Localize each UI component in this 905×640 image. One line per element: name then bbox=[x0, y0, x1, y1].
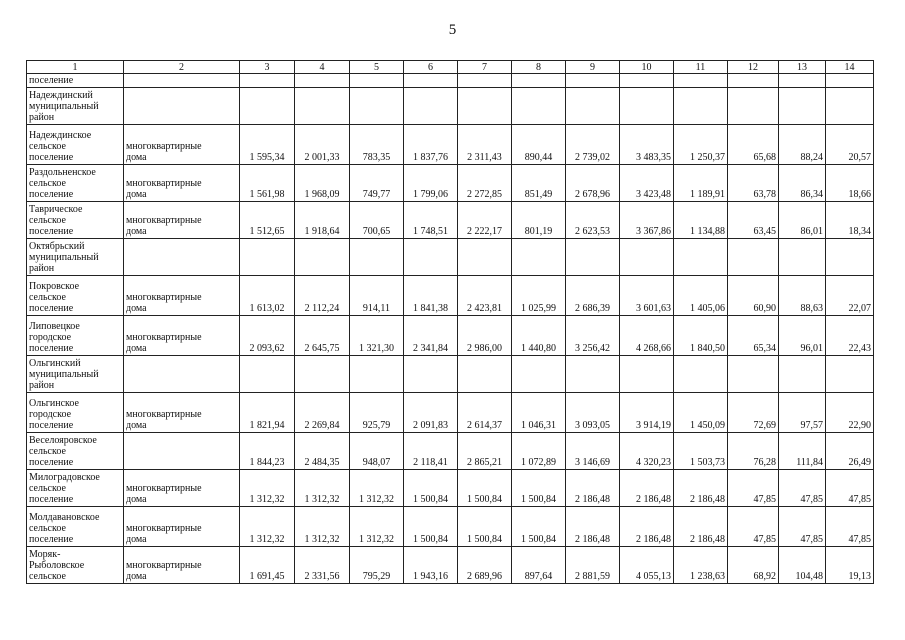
settlement-name-line: сельское bbox=[29, 571, 66, 582]
settlement-name-line: Ольгинское bbox=[29, 398, 79, 409]
value-cell: 795,29 bbox=[350, 547, 404, 584]
value-cell: 1 321,30 bbox=[350, 316, 404, 356]
table-row bbox=[27, 507, 874, 547]
settlement-name-cell bbox=[27, 125, 124, 165]
settlement-name-cell bbox=[27, 393, 124, 433]
value-cell: 47,85 bbox=[728, 470, 779, 507]
value-cell bbox=[295, 74, 350, 88]
settlement-name-line: сельское bbox=[29, 141, 66, 152]
value-cell: 2 186,48 bbox=[674, 507, 728, 547]
value-cell: 63,45 bbox=[728, 202, 779, 239]
table-row bbox=[27, 202, 874, 239]
value-cell: 2 623,53 bbox=[566, 202, 620, 239]
column-header: 4 bbox=[295, 61, 350, 74]
column-header: 10 bbox=[620, 61, 674, 74]
value-cell: 2 645,75 bbox=[295, 316, 350, 356]
value-cell: 2 186,48 bbox=[620, 507, 674, 547]
settlement-name-line: Надеждинский bbox=[29, 90, 93, 101]
value-cell: 72,69 bbox=[728, 393, 779, 433]
value-cell: 22,07 bbox=[826, 276, 874, 316]
housing-type-line: многоквартирные bbox=[126, 483, 202, 494]
value-cell bbox=[512, 88, 566, 125]
value-cell: 2 186,48 bbox=[566, 470, 620, 507]
value-cell bbox=[566, 239, 620, 276]
value-cell bbox=[566, 356, 620, 393]
housing-type-line: дома bbox=[126, 343, 147, 354]
value-cell: 1 046,31 bbox=[512, 393, 566, 433]
housing-type-line: дома bbox=[126, 152, 147, 163]
value-cell: 3 146,69 bbox=[566, 433, 620, 470]
table-row bbox=[27, 316, 874, 356]
value-cell: 60,90 bbox=[728, 276, 779, 316]
value-cell: 783,35 bbox=[350, 125, 404, 165]
value-cell: 47,85 bbox=[779, 470, 826, 507]
value-cell: 47,85 bbox=[826, 507, 874, 547]
value-cell: 2 311,43 bbox=[458, 125, 512, 165]
table-row bbox=[27, 356, 874, 393]
value-cell: 1 405,06 bbox=[674, 276, 728, 316]
settlement-name-line: поселение bbox=[29, 420, 74, 431]
settlement-name-line: городское bbox=[29, 409, 72, 420]
value-cell bbox=[674, 88, 728, 125]
table-row bbox=[27, 125, 874, 165]
value-cell bbox=[295, 88, 350, 125]
value-cell: 1 561,98 bbox=[240, 165, 295, 202]
page-number: 5 bbox=[448, 22, 457, 38]
value-cell bbox=[512, 239, 566, 276]
housing-type-cell bbox=[124, 202, 240, 239]
value-cell bbox=[674, 74, 728, 88]
settlement-name-line: Веселояровское bbox=[29, 435, 97, 446]
value-cell bbox=[350, 74, 404, 88]
settlement-name-line: сельское bbox=[29, 523, 66, 534]
value-cell: 1 613,02 bbox=[240, 276, 295, 316]
value-cell bbox=[458, 356, 512, 393]
table-row bbox=[27, 393, 874, 433]
housing-type-cell bbox=[124, 507, 240, 547]
value-cell: 88,24 bbox=[779, 125, 826, 165]
value-cell bbox=[728, 88, 779, 125]
value-cell: 2 222,17 bbox=[458, 202, 512, 239]
settlement-name-line: поселение bbox=[29, 303, 74, 314]
column-header: 1 bbox=[27, 61, 124, 74]
value-cell: 1 943,16 bbox=[404, 547, 458, 584]
value-cell: 4 320,23 bbox=[620, 433, 674, 470]
value-cell: 2 686,39 bbox=[566, 276, 620, 316]
table-row bbox=[27, 470, 874, 507]
value-cell: 1 500,84 bbox=[404, 470, 458, 507]
housing-type-cell bbox=[124, 88, 240, 125]
housing-type-line: многоквартирные bbox=[126, 292, 202, 303]
value-cell bbox=[350, 356, 404, 393]
settlement-name-line: поселение bbox=[29, 152, 74, 163]
housing-type-line: дома bbox=[126, 571, 147, 582]
value-cell: 76,28 bbox=[728, 433, 779, 470]
table-row bbox=[27, 74, 874, 88]
value-cell: 1 189,91 bbox=[674, 165, 728, 202]
value-cell: 19,13 bbox=[826, 547, 874, 584]
value-cell bbox=[674, 356, 728, 393]
value-cell: 68,92 bbox=[728, 547, 779, 584]
value-cell: 86,01 bbox=[779, 202, 826, 239]
value-cell: 2 341,84 bbox=[404, 316, 458, 356]
table-header-row bbox=[27, 61, 874, 74]
housing-type-cell bbox=[124, 165, 240, 202]
column-header: 11 bbox=[674, 61, 728, 74]
tariff-table bbox=[26, 60, 874, 584]
value-cell: 1 840,50 bbox=[674, 316, 728, 356]
settlement-name-cell bbox=[27, 276, 124, 316]
value-cell: 1 312,32 bbox=[240, 507, 295, 547]
housing-type-line: дома bbox=[126, 303, 147, 314]
value-cell bbox=[240, 88, 295, 125]
housing-type-line: многоквартирные bbox=[126, 178, 202, 189]
value-cell: 1 841,38 bbox=[404, 276, 458, 316]
value-cell bbox=[350, 239, 404, 276]
value-cell: 1 503,73 bbox=[674, 433, 728, 470]
settlement-name-cell bbox=[27, 88, 124, 125]
settlement-name-line: сельское bbox=[29, 292, 66, 303]
settlement-name-line: муниципальный bbox=[29, 369, 99, 380]
value-cell: 1 844,23 bbox=[240, 433, 295, 470]
value-cell: 88,63 bbox=[779, 276, 826, 316]
settlement-name-line: поселение bbox=[29, 226, 74, 237]
value-cell: 1 500,84 bbox=[458, 470, 512, 507]
value-cell bbox=[728, 239, 779, 276]
settlement-name-cell bbox=[27, 202, 124, 239]
value-cell bbox=[350, 88, 404, 125]
value-cell bbox=[404, 356, 458, 393]
value-cell: 2 112,24 bbox=[295, 276, 350, 316]
value-cell bbox=[826, 356, 874, 393]
value-cell bbox=[779, 88, 826, 125]
column-header: 2 bbox=[124, 61, 240, 74]
value-cell: 801,19 bbox=[512, 202, 566, 239]
value-cell: 3 256,42 bbox=[566, 316, 620, 356]
settlement-name-line: Таврическое bbox=[29, 204, 83, 215]
value-cell bbox=[404, 239, 458, 276]
settlement-name-line: Покровское bbox=[29, 281, 80, 292]
value-cell: 111,84 bbox=[779, 433, 826, 470]
value-cell: 20,57 bbox=[826, 125, 874, 165]
value-cell: 2 186,48 bbox=[674, 470, 728, 507]
settlement-name-line: Рыболовское bbox=[29, 560, 85, 571]
value-cell: 3 601,63 bbox=[620, 276, 674, 316]
housing-type-line: многоквартирные bbox=[126, 332, 202, 343]
value-cell: 2 118,41 bbox=[404, 433, 458, 470]
value-cell: 1 500,84 bbox=[512, 507, 566, 547]
settlement-name-cell bbox=[27, 470, 124, 507]
value-cell: 1 512,65 bbox=[240, 202, 295, 239]
settlement-name-line: сельское bbox=[29, 215, 66, 226]
value-cell: 897,64 bbox=[512, 547, 566, 584]
value-cell: 2 001,33 bbox=[295, 125, 350, 165]
value-cell: 1 072,89 bbox=[512, 433, 566, 470]
housing-type-line: многоквартирные bbox=[126, 141, 202, 152]
value-cell: 63,78 bbox=[728, 165, 779, 202]
housing-type-line: дома bbox=[126, 494, 147, 505]
value-cell: 18,34 bbox=[826, 202, 874, 239]
value-cell: 1 025,99 bbox=[512, 276, 566, 316]
housing-type-line: дома bbox=[126, 226, 147, 237]
settlement-name-line: Раздольненское bbox=[29, 167, 96, 178]
table-row bbox=[27, 88, 874, 125]
value-cell bbox=[779, 239, 826, 276]
housing-type-line: многоквартирные bbox=[126, 523, 202, 534]
value-cell: 1 500,84 bbox=[404, 507, 458, 547]
value-cell: 1 450,09 bbox=[674, 393, 728, 433]
value-cell bbox=[566, 74, 620, 88]
housing-type-line: многоквартирные bbox=[126, 215, 202, 226]
housing-type-cell bbox=[124, 276, 240, 316]
value-cell bbox=[779, 356, 826, 393]
value-cell: 3 423,48 bbox=[620, 165, 674, 202]
value-cell bbox=[295, 356, 350, 393]
value-cell: 2 614,37 bbox=[458, 393, 512, 433]
column-header: 13 bbox=[779, 61, 826, 74]
settlement-name-line: сельское bbox=[29, 483, 66, 494]
housing-type-cell bbox=[124, 547, 240, 584]
table-row bbox=[27, 165, 874, 202]
value-cell bbox=[566, 88, 620, 125]
value-cell: 851,49 bbox=[512, 165, 566, 202]
value-cell: 2 269,84 bbox=[295, 393, 350, 433]
value-cell: 2 986,00 bbox=[458, 316, 512, 356]
value-cell: 1 691,45 bbox=[240, 547, 295, 584]
housing-type-line: многоквартирные bbox=[126, 409, 202, 420]
value-cell bbox=[620, 356, 674, 393]
settlement-name-line: Ольгинский bbox=[29, 358, 81, 369]
value-cell: 3 483,35 bbox=[620, 125, 674, 165]
value-cell bbox=[295, 239, 350, 276]
housing-type-cell bbox=[124, 356, 240, 393]
table-body bbox=[27, 61, 874, 584]
value-cell: 2 091,83 bbox=[404, 393, 458, 433]
value-cell: 1 440,80 bbox=[512, 316, 566, 356]
housing-type-line: многоквартирные bbox=[126, 560, 202, 571]
settlement-name-line: сельское bbox=[29, 178, 66, 189]
value-cell bbox=[240, 74, 295, 88]
settlement-name-line: поселение bbox=[29, 534, 74, 545]
value-cell: 47,85 bbox=[779, 507, 826, 547]
value-cell: 22,90 bbox=[826, 393, 874, 433]
value-cell bbox=[826, 239, 874, 276]
column-header: 5 bbox=[350, 61, 404, 74]
settlement-name-line: Милоградовское bbox=[29, 472, 100, 483]
value-cell: 2 186,48 bbox=[566, 507, 620, 547]
value-cell: 2 678,96 bbox=[566, 165, 620, 202]
value-cell: 890,44 bbox=[512, 125, 566, 165]
value-cell: 2 689,96 bbox=[458, 547, 512, 584]
settlement-name-line: район bbox=[29, 112, 55, 123]
column-header: 14 bbox=[826, 61, 874, 74]
settlement-name-line: сельское bbox=[29, 446, 66, 457]
settlement-name-line: Моряк- bbox=[29, 549, 61, 560]
housing-type-line: дома bbox=[126, 420, 147, 431]
column-header: 12 bbox=[728, 61, 779, 74]
value-cell: 97,57 bbox=[779, 393, 826, 433]
value-cell bbox=[240, 356, 295, 393]
settlement-name-cell bbox=[27, 74, 124, 88]
column-header: 7 bbox=[458, 61, 512, 74]
housing-type-cell bbox=[124, 125, 240, 165]
housing-type-line: дома bbox=[126, 189, 147, 200]
value-cell: 1 799,06 bbox=[404, 165, 458, 202]
settlement-name-cell bbox=[27, 356, 124, 393]
column-header: 3 bbox=[240, 61, 295, 74]
value-cell: 1 500,84 bbox=[512, 470, 566, 507]
value-cell: 2 739,02 bbox=[566, 125, 620, 165]
settlement-name-line: городское bbox=[29, 332, 72, 343]
settlement-name-line: поселение bbox=[29, 189, 74, 200]
settlement-name-line: Липовецкое bbox=[29, 321, 80, 332]
value-cell: 1 312,32 bbox=[350, 507, 404, 547]
value-cell: 749,77 bbox=[350, 165, 404, 202]
value-cell: 1 250,37 bbox=[674, 125, 728, 165]
value-cell: 914,11 bbox=[350, 276, 404, 316]
settlement-name-cell bbox=[27, 507, 124, 547]
table-row bbox=[27, 547, 874, 584]
value-cell: 2 484,35 bbox=[295, 433, 350, 470]
value-cell: 2 272,85 bbox=[458, 165, 512, 202]
value-cell: 1 134,88 bbox=[674, 202, 728, 239]
value-cell: 47,85 bbox=[826, 470, 874, 507]
settlement-name-cell bbox=[27, 433, 124, 470]
settlement-name-line: Надеждинское bbox=[29, 130, 92, 141]
settlement-name-line: муниципальный bbox=[29, 252, 99, 263]
value-cell: 1 312,32 bbox=[295, 507, 350, 547]
value-cell bbox=[620, 74, 674, 88]
settlement-name-line: район bbox=[29, 263, 55, 274]
value-cell: 1 968,09 bbox=[295, 165, 350, 202]
value-cell: 3 914,19 bbox=[620, 393, 674, 433]
housing-type-cell bbox=[124, 433, 240, 470]
value-cell bbox=[458, 88, 512, 125]
value-cell: 1 918,64 bbox=[295, 202, 350, 239]
value-cell: 2 881,59 bbox=[566, 547, 620, 584]
value-cell: 700,65 bbox=[350, 202, 404, 239]
value-cell: 3 367,86 bbox=[620, 202, 674, 239]
value-cell: 18,66 bbox=[826, 165, 874, 202]
value-cell bbox=[674, 239, 728, 276]
settlement-name-line: поселение bbox=[29, 457, 74, 468]
value-cell: 2 865,21 bbox=[458, 433, 512, 470]
value-cell: 4 055,13 bbox=[620, 547, 674, 584]
value-cell bbox=[779, 74, 826, 88]
value-cell: 47,85 bbox=[728, 507, 779, 547]
value-cell: 1 312,32 bbox=[240, 470, 295, 507]
column-header: 9 bbox=[566, 61, 620, 74]
value-cell: 2 186,48 bbox=[620, 470, 674, 507]
housing-type-cell bbox=[124, 470, 240, 507]
value-cell: 1 500,84 bbox=[458, 507, 512, 547]
value-cell: 104,48 bbox=[779, 547, 826, 584]
table-row bbox=[27, 276, 874, 316]
settlement-name-cell bbox=[27, 165, 124, 202]
value-cell: 1 238,63 bbox=[674, 547, 728, 584]
housing-type-cell bbox=[124, 316, 240, 356]
value-cell: 1 748,51 bbox=[404, 202, 458, 239]
value-cell bbox=[620, 88, 674, 125]
housing-type-cell bbox=[124, 239, 240, 276]
value-cell bbox=[728, 356, 779, 393]
value-cell: 1 837,76 bbox=[404, 125, 458, 165]
housing-type-cell bbox=[124, 393, 240, 433]
value-cell: 1 821,94 bbox=[240, 393, 295, 433]
housing-type-line: дома bbox=[126, 534, 147, 545]
settlement-name-line: муниципальный bbox=[29, 101, 99, 112]
settlement-name-line: поселение bbox=[29, 494, 74, 505]
settlement-name-line: район bbox=[29, 380, 55, 391]
value-cell bbox=[826, 88, 874, 125]
value-cell: 2 331,56 bbox=[295, 547, 350, 584]
value-cell: 948,07 bbox=[350, 433, 404, 470]
settlement-name-line: Октябрьский bbox=[29, 241, 85, 252]
value-cell: 2 093,62 bbox=[240, 316, 295, 356]
value-cell: 1 595,34 bbox=[240, 125, 295, 165]
settlement-name-line: Молдавановское bbox=[29, 512, 100, 523]
value-cell: 925,79 bbox=[350, 393, 404, 433]
value-cell: 26,49 bbox=[826, 433, 874, 470]
value-cell: 3 093,05 bbox=[566, 393, 620, 433]
value-cell: 2 423,81 bbox=[458, 276, 512, 316]
value-cell bbox=[826, 74, 874, 88]
value-cell: 1 312,32 bbox=[295, 470, 350, 507]
value-cell bbox=[512, 356, 566, 393]
value-cell: 86,34 bbox=[779, 165, 826, 202]
value-cell: 4 268,66 bbox=[620, 316, 674, 356]
settlement-name-cell bbox=[27, 316, 124, 356]
settlement-name-line: поселение bbox=[29, 75, 74, 86]
value-cell bbox=[458, 239, 512, 276]
value-cell bbox=[404, 74, 458, 88]
settlement-name-cell bbox=[27, 547, 124, 584]
settlement-name-line: поселение bbox=[29, 343, 74, 354]
value-cell bbox=[512, 74, 566, 88]
column-header: 8 bbox=[512, 61, 566, 74]
value-cell: 65,34 bbox=[728, 316, 779, 356]
value-cell bbox=[240, 239, 295, 276]
value-cell: 65,68 bbox=[728, 125, 779, 165]
value-cell bbox=[620, 239, 674, 276]
table-row bbox=[27, 239, 874, 276]
value-cell: 96,01 bbox=[779, 316, 826, 356]
value-cell bbox=[728, 74, 779, 88]
value-cell bbox=[458, 74, 512, 88]
settlement-name-cell bbox=[27, 239, 124, 276]
value-cell bbox=[404, 88, 458, 125]
housing-type-cell bbox=[124, 74, 240, 88]
value-cell: 1 312,32 bbox=[350, 470, 404, 507]
table-row bbox=[27, 433, 874, 470]
column-header: 6 bbox=[404, 61, 458, 74]
value-cell: 22,43 bbox=[826, 316, 874, 356]
